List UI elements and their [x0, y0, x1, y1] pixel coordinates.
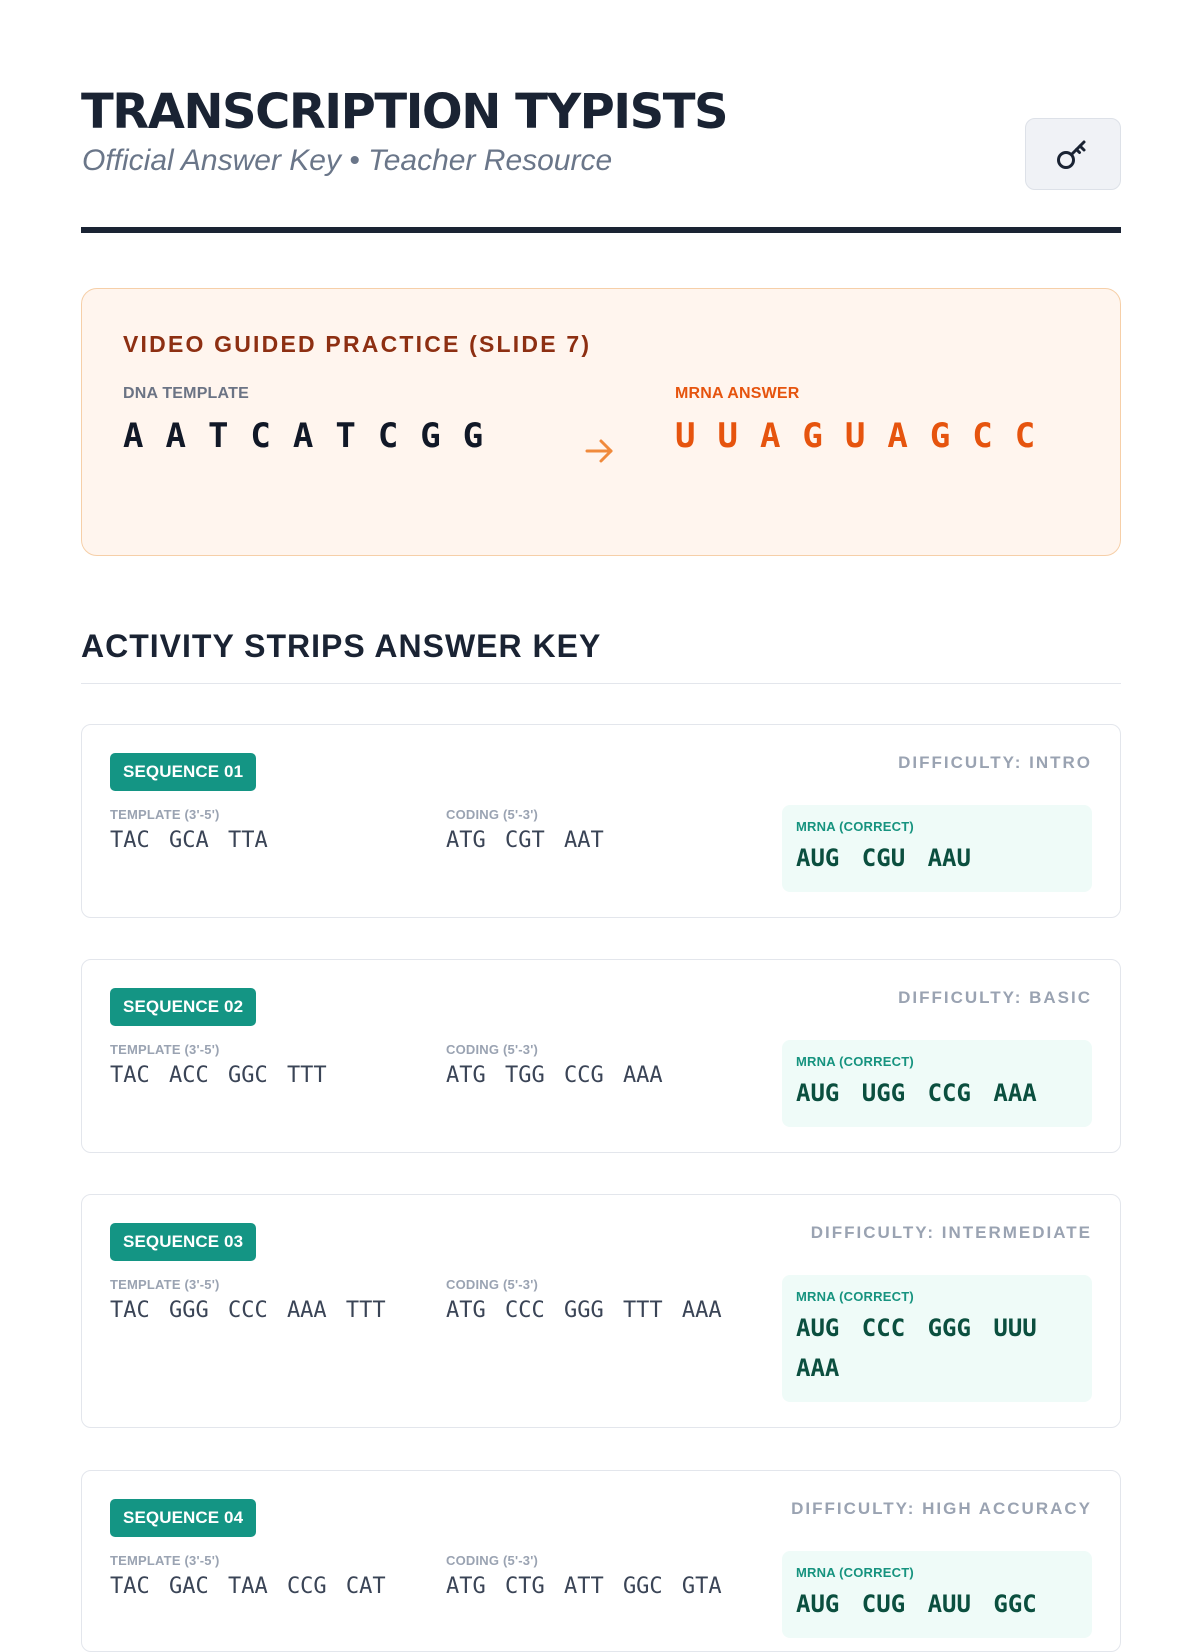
sequence-badge: SEQUENCE 02	[110, 988, 256, 1026]
coding-value: ATG CTG ATT GGC GTA	[446, 1574, 722, 1599]
template-value: TAC GGG CCC AAA TTT	[110, 1298, 386, 1323]
difficulty-label: DIFFICULTY: INTERMEDIATE	[810, 1223, 1092, 1242]
practice-title: VIDEO GUIDED PRACTICE (SLIDE 7)	[123, 331, 592, 357]
mrna-correct-label: MRNA (CORRECT)	[796, 1054, 914, 1069]
arrow-right-icon	[584, 435, 616, 467]
coding-value: ATG CCC GGG TTT AAA	[446, 1298, 722, 1323]
difficulty-label: DIFFICULTY: BASIC	[898, 988, 1092, 1007]
mrna-answer-box	[782, 1551, 1092, 1638]
coding-label: CODING (5'-3')	[446, 807, 539, 822]
difficulty-label: DIFFICULTY: INTRO	[898, 753, 1092, 772]
sequence-badge: SEQUENCE 03	[110, 1223, 256, 1261]
mrna-answer-label: MRNA ANSWER	[675, 385, 800, 402]
mrna-correct-value: AUG CGU AAU	[796, 844, 971, 872]
header-divider	[81, 227, 1121, 233]
template-label: TEMPLATE (3'-5')	[110, 1553, 220, 1568]
mrna-answer-box	[782, 805, 1092, 892]
template-label: TEMPLATE (3'-5')	[110, 807, 220, 822]
coding-value: ATG TGG CCG AAA	[446, 1063, 663, 1088]
mrna-correct-label: MRNA (CORRECT)	[796, 1565, 914, 1580]
template-value: TAC ACC GGC TTT	[110, 1063, 327, 1088]
coding-label: CODING (5'-3')	[446, 1042, 539, 1057]
sequence-strip	[81, 1194, 1121, 1428]
sequence-strip	[81, 1470, 1121, 1652]
template-label: TEMPLATE (3'-5')	[110, 1277, 220, 1292]
mrna-answer-box	[782, 1275, 1092, 1402]
mrna-correct-label: MRNA (CORRECT)	[796, 819, 914, 834]
mrna-answer-sequence: UUAGUAGCC	[675, 416, 1058, 456]
sequence-badge: SEQUENCE 01	[110, 753, 256, 791]
template-value: TAC GAC TAA CCG CAT	[110, 1574, 386, 1599]
key-icon	[1053, 134, 1093, 174]
section-title: ACTIVITY STRIPS ANSWER KEY	[81, 628, 602, 664]
section-divider	[81, 683, 1121, 684]
sequence-strip	[81, 959, 1121, 1153]
dna-template-label: DNA TEMPLATE	[123, 385, 249, 402]
guided-practice-box	[81, 288, 1121, 556]
mrna-correct-value: AUG UGG CCG AAA	[796, 1079, 1037, 1107]
difficulty-label: DIFFICULTY: HIGH ACCURACY	[791, 1499, 1092, 1518]
page-subtitle: Official Answer Key • Teacher Resource	[82, 144, 613, 177]
mrna-answer-box	[782, 1040, 1092, 1127]
mrna-correct-value: AUG CCC GGG UUU AAA	[796, 1314, 1037, 1382]
sequence-strip	[81, 724, 1121, 918]
template-label: TEMPLATE (3'-5')	[110, 1042, 220, 1057]
coding-label: CODING (5'-3')	[446, 1277, 539, 1292]
answer-key-button[interactable]	[1025, 118, 1121, 190]
page-header	[81, 80, 1121, 230]
sequence-badge: SEQUENCE 04	[110, 1499, 256, 1537]
template-value: TAC GCA TTA	[110, 828, 268, 853]
dna-template-sequence: AATCATCGG	[123, 416, 506, 456]
page-title: TRANSCRIPTION TYPISTS	[81, 84, 728, 140]
mrna-correct-label: MRNA (CORRECT)	[796, 1289, 914, 1304]
coding-value: ATG CGT AAT	[446, 828, 604, 853]
coding-label: CODING (5'-3')	[446, 1553, 539, 1568]
mrna-correct-value: AUG CUG AUU GGC	[796, 1590, 1037, 1618]
